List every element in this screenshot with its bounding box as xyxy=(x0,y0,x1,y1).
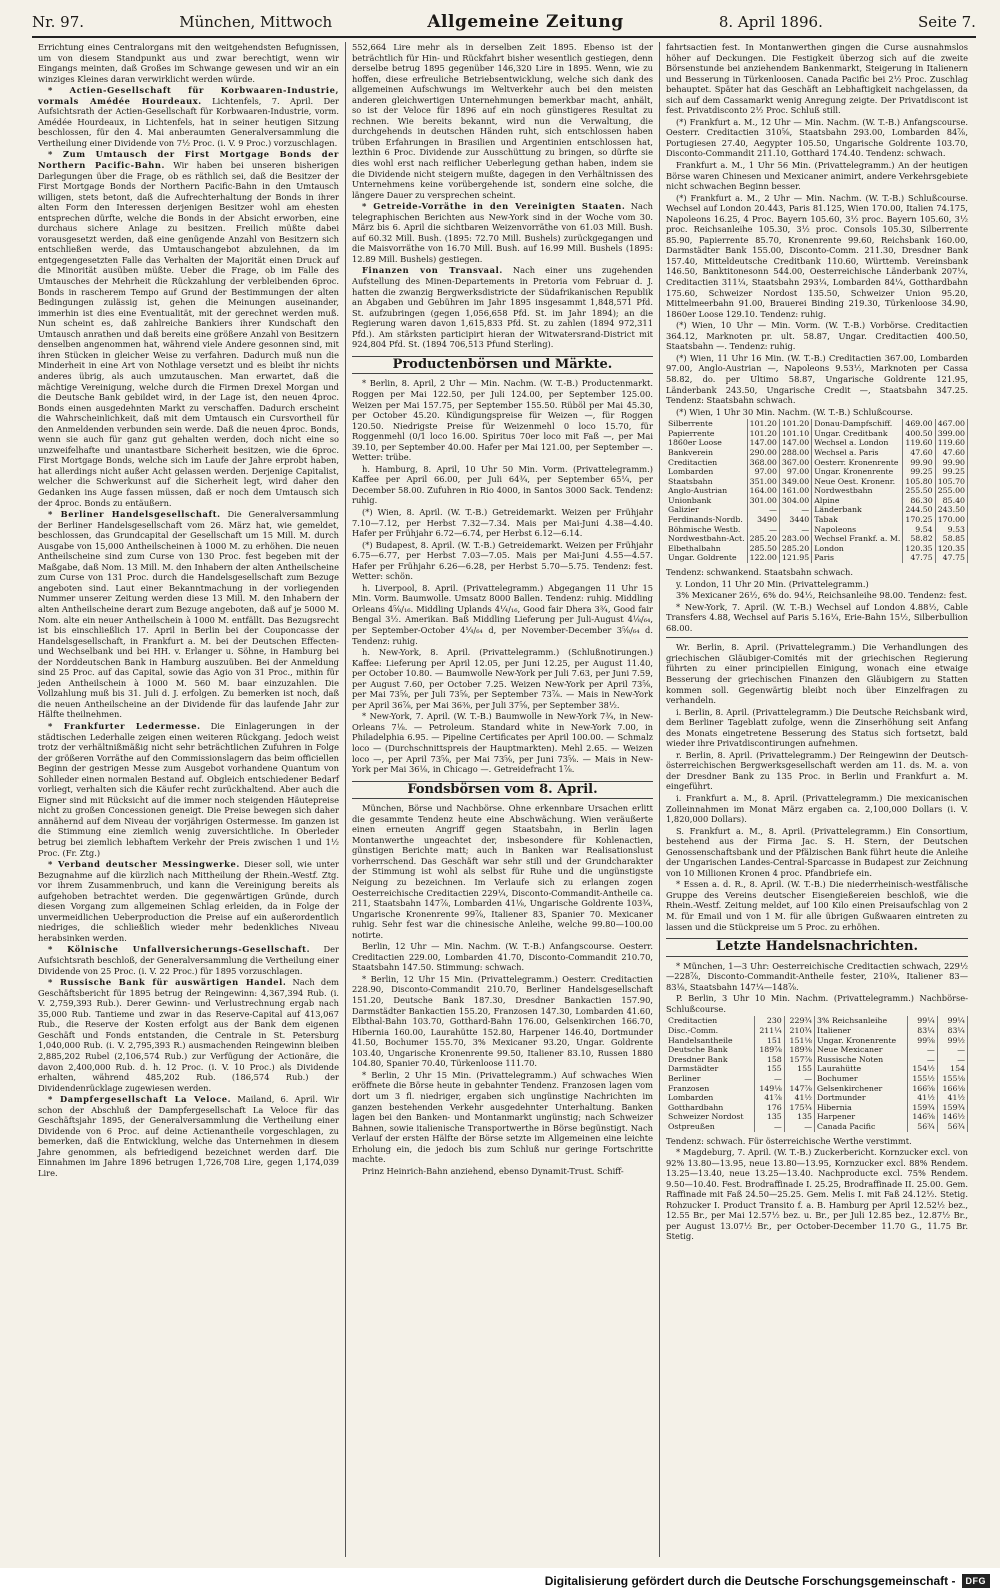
table-row xyxy=(666,1026,968,1036)
article-heading: Finanzen von Transvaal. xyxy=(362,265,503,276)
course-value: 58.85 xyxy=(935,534,967,544)
market-report: h. Liverpool, 8. April. (Privattelegramm.) Abgegangen 11 Uhr 15 Min. Vorm. Baumwolle. Umsatz 8000 Ballen. Tendenz: ruhig. Middling Orleans 4⅝/₁₆. Middling Uplands 4¼/₁₆, Good fair Dhera 3¾, Good fair Bengal 3½. Amerikan. Baß Middling Lieferung per Juli-August 4⅛/₆₄, per September-October 4¼/₆₄ d, per November-December 3⅝/₆₄ d. Tendenz: ruhig. xyxy=(352,582,653,646)
footer-credit: Digitalisierung gefördert durch die Deutsche Forschungsgemeinschaft - xyxy=(544,1573,956,1588)
course-value: 41½ xyxy=(937,1093,967,1103)
course-value: 86.30 xyxy=(903,496,935,506)
table-row xyxy=(666,486,968,496)
course-value: — xyxy=(747,525,779,535)
course-value: 3440 xyxy=(779,515,811,525)
course-value: — xyxy=(779,525,811,535)
security-name: Dortmunder xyxy=(815,1093,908,1103)
course-value: 154 xyxy=(937,1064,967,1074)
article-text: Die Generalversammlung der Berliner Handelsgesellschaft vom 26. März hat, wie gemeldet, beschlossen, das Grundcapital der Gesellschaft um 15 Mill. M. durch Ausgabe von 15,000 Antheilscheinen à 1000 M. zu erhöhen. Die neuen Antheilscheine sind zum Curse von 130 Proc. fest begeben mit der Maßgabe, daß Nom. 13 Mill. M. den Inhabern der alten Antheilscheine zum Curse von 131 Proc. durch die Handelsgesellschaft zum Bezuge angeboten sind. Laut einer Bekanntmachung in der vorliegenden Nummer unserer Zeitung werden diese 13 Mill. M. den Inhabern der alten Antheilscheine derart zum Bezuge angeboten, daß auf je 5000 M. Nom. alte ein neuer Antheilschein à 1000 M. entfällt. Das Bezugsrecht ist bis einschließlich 17. April in Berlin bei der Couponcasse der Handelsgesellschaft, in Frankfurt a. M. bei der Deutschen Effecten- und Wechselbank und bei HH. v. Erlanger u. Söhne, in Hamburg bei der Norddeutschen Bank in Hamburg auszuüben. Bei der Anmeldung sind 25 Proc. auf das Capital, sowie das Agio von 31 Proc., mithin für jeden Antheilschein à 1000 M. 560 M. baar einzuzahlen. Die Vollzahlung muß bis 31. Juli d. J. erfolgen. Zu bemerken ist noch, daß die neuen Antheilscheine an der Dividende für das laufende Jahr zur Hälfte theilnehmen. xyxy=(38,509,339,720)
course-value: 146⅝ xyxy=(907,1112,937,1122)
course-value: — xyxy=(784,1122,814,1132)
article-heading: * Russische Bank für auswärtigen Handel. xyxy=(48,977,287,988)
table-row xyxy=(666,458,968,468)
course-value: — xyxy=(937,1045,967,1055)
course-value: 97.00 xyxy=(779,467,811,477)
berlin-course-table xyxy=(666,1016,968,1131)
security-name: Napoleons xyxy=(812,525,903,535)
market-report: * Berlin, 12 Uhr 15 Min. (Privattelegramm.) Oesterr. Creditactien 228.90, Disconto-Commandit 210.70, Berliner Handelsgesellschaft 151.20, Deutsche Bank 187.30, Dresdner Bankactien 157.90, Darmstädter Bankactien 155.20, Franzosen 147.30, Lombarden 41.60, Elbthal-Bahn 103.70, Gotthard-Bahn 176.00, Gelsenkirchen 166.70, Hibernia 160.00, Laurahütte 152.80, Harpener 146.40, Dortmunder 41.50, Bochumer 155.70, 3% Mexicaner 93.20, Ungar. Goldrente 103.40, Ungarische Kronenrente 99.50, Italiener 83.10, Russen 1880 104.80, Spanier 70.40, Türkenloose 111.70. xyxy=(352,973,653,1069)
security-name: Galizier xyxy=(666,505,747,515)
table-row xyxy=(666,1122,968,1132)
security-name: Ferdinands-Nordb. xyxy=(666,515,747,525)
news-item: * Magdeburg, 7. April. (W. T.-B.) Zuckerbericht. Kornzucker excl. von 92% 13.80—13.95, neue 13.80—13.95, Kornzucker excl. 88% Rendem. 13.25—13.40, neue 13.25—13.40. Nachproducte excl. 75% Rendem. 9.50—10.40. Fest. Brodraffinade I. 25.25, Brodraffinade II. 25.00. Gem. Raffinade mit Faß 24.50—25.25. Gem. Melis I. mit Faß 24.12½. Stetig. Rohzucker I. Product Transito f. a. B. Hamburg per April 12.52½ bez., 12.55 Br., per Mai 12.57½ bez. u. Br., per Juli 12.85 bez., 12.87½ Br., per August 13.07½ Br., per October-December 11.70 G., 11.75 Br. Stetig. xyxy=(666,1147,968,1242)
course-value: 41⅞ xyxy=(754,1093,784,1103)
table-row xyxy=(666,419,968,429)
course-value: 243.50 xyxy=(935,505,967,515)
course-value: 159¾ xyxy=(937,1103,967,1113)
course-value: 189⅜ xyxy=(784,1045,814,1055)
article-heading: * Frankfurter Ledermesse. xyxy=(48,721,201,731)
article-text: Nach telegraphischen Berichten aus New-York sind in der Woche vom 30. März bis 6. April die sichtbaren Weizenvorräthe von 61.03 Mill. Bush. auf 60.32 Mill. Bush. (1895: 72.70 Mill. Bushels) zurückgegangen und die Maisvorräthe von 16.70 Mill. Bush. auf 16.99 Mill. Bushels (1895: 12.89 Mill. Bushels) gestiegen. xyxy=(352,201,653,264)
course-value: — xyxy=(747,505,779,515)
security-name: Laurahütte xyxy=(815,1064,908,1074)
course-value: — xyxy=(754,1122,784,1132)
table-row xyxy=(666,544,968,554)
market-report: * Berlin, 8. April, 2 Uhr — Min. Nachm. (W. T.-B.) Productenmarkt. Roggen per Mai 122.50, per Juli 124.00, per September 125.00. Weizen per Mai 157.75, per September 155.50. Rüböl per Mai 45.30, per October 45.20. Kündigungspreise für Weizen —, für Roggen 120.50. Niedrigste Preise für Weizenmehl 0 loco 15.70, für Roggenmehl (0/1 loco 16.00. Spiritus 70er loco mit Faß —, per Mai 39.10, per September 40.00. Hafer per Mai 121.00, per September —. Wetter: trübe. xyxy=(352,378,653,463)
news-item: P. Berlin, 3 Uhr 10 Min. Nachm. (Privattelegramm.) Nachbörse-Schlußcourse. xyxy=(666,993,968,1014)
course-value: 151⅛ xyxy=(784,1036,814,1046)
table-row xyxy=(666,553,968,563)
course-value: 149⅛ xyxy=(754,1084,784,1094)
market-report: fahrtsactien fest. In Montanwerthen gingen die Curse ausnahmslos höher auf Deckungen. Die Festigkeit überzog sich auf die zweite Börsenstunde bei anziehendem Bankenmarkt, Steigerung in Italienern und Besserung in Türkenloosen. Canada Pacific bei 2½ Proc. Zuschlag behauptet. Später hat das Geschäft an Lebhaftigkeit nachgelassen, da sich auf dem Cassamarkt wenig Anregung zeigte. Der Privatdiscont ist fest. Privatdisconto 2½ Proc. Schluß still. xyxy=(666,42,968,116)
course-value: 56¾ xyxy=(937,1122,967,1132)
security-name: Silberrente xyxy=(666,419,747,429)
masthead: Allgemeine Zeitung xyxy=(427,12,624,32)
course-value: 211¼ xyxy=(754,1026,784,1036)
table-row xyxy=(666,477,968,487)
table-row xyxy=(666,1045,968,1055)
course-value: 101.20 xyxy=(747,429,779,439)
course-value: 99.90 xyxy=(935,458,967,468)
security-name: Creditactien xyxy=(666,458,747,468)
page-number: Seite 7. xyxy=(918,13,976,31)
issue-date: 8. April 1896. xyxy=(718,13,823,31)
market-report: y. London, 11 Uhr 20 Min. (Privattelegramm.) xyxy=(676,578,869,589)
market-report: (*) Wien, 8. April. (W. T.-B.) Getreidemarkt. Weizen per Frühjahr 7.10—7.12, per Herbst 7.32—7.34. Mais per Mai-Juni 4.38—4.40. Hafer per Frühjahr 6.72—6.74, per Herbst 6.12—6.14. xyxy=(352,506,653,539)
vienna-course-table xyxy=(666,419,968,563)
column-1 xyxy=(32,42,346,1557)
security-name: Nordwestbahn xyxy=(812,486,903,496)
course-value: 99.25 xyxy=(935,467,967,477)
table-row xyxy=(666,467,968,477)
course-value: 47.60 xyxy=(903,448,935,458)
news-item: r. Berlin, 8. April. (Privattelegramm.) Der Reingewinn der Deutsch-österreichischen Bergwerksgesellschaft werden am 11. ds. M. a. von der Dresdner Bank zu 135 Proc. in Berlin und Frankfurt a. M. eingeführt. xyxy=(666,749,968,792)
course-value: 304.00 xyxy=(779,496,811,506)
course-value: 119.60 xyxy=(903,438,935,448)
course-value: 161.00 xyxy=(779,486,811,496)
security-name: Disc.-Comm. xyxy=(666,1026,754,1036)
security-name: Dresdner Bank xyxy=(666,1055,754,1065)
security-name: Canada Pacific xyxy=(815,1122,908,1132)
security-name: Lombarden xyxy=(666,1093,754,1103)
market-report: (*) Wien, 11 Uhr 16 Min. (W. T.-B.) Creditactien 367.00, Lombarden 97.00, Anglo-Austrian —, Napoleons 9.53½, Marknoten per Cassa 58.82, do. per Ultimo 58.87, Ungarische Goldrente 121.95, Länderbank 243.50, Ungarische Credit —, Staatsbahn 347.25. Tendenz: Staatsbahn schwach. xyxy=(666,352,968,406)
security-name: Papierrente xyxy=(666,429,747,439)
market-report: h. Hamburg, 8. April, 10 Uhr 50 Min. Vorm. (Privattelegramm.) Kaffee per April 66.00, per Juli 64¾, per September 65¼, per December 58.00. Zufuhren in Rio 4000, in Santos 3000 Sack. Tendenz: ruhig. xyxy=(352,463,653,506)
article-text: Dieser soll, wie unter Bezugnahme auf die kürzlich nach Mittheilung der Rhein.-Westf. Ztg. vor ihrem Zusammenbruch, und kann die Vereinigung bereits als aufgehoben betrachtet werden. Die gegenwärtigen Gründe, durch diesen Vorgang zum allgemeinen Schlag erleiden, da in Folge der unvermeidlichen Ueberproduction die Preise auf ein außerordentlich niedriges, die schließlich wieder mehr bedenkliches Niveau herabsinken werden. xyxy=(38,859,340,943)
security-name: Unionbank xyxy=(666,496,747,506)
course-value: 122.00 xyxy=(747,553,779,563)
security-name: Lombarden xyxy=(666,467,747,477)
article-text: Wir haben bei unseren bisherigen Darlegungen über die Frage, ob es räthlich sei, daß die Besitzer der First Mortgage Bonds der Northern Pacific-Bahn in den Umtausch willigen, stets betont, daß die Aufrechterhaltung der Bonds in ihrer alten Form den Interessen derjenigen Besitzer wohl am ehesten entsprechen dürfte, welche die Bonds in der Absicht erworben, eine durchaus sichere Anlage zu besitzen. Freilich müßte dabei vorausgesetzt werden, daß eine genügende Anzahl von Besitzern sich entschließen werde, das Umtauschangebot abzulehnen, da im entgegengesetzten Falle das Verhalten der Majorität einen Druck auf die Minorität ausüben müßte. Ueber die Frage, ob im Falle des Umtausches der Mehrheit die Rückzahlung der verbleibenden 6proc. Bonds in rascherem Tempo auf Grund der Bestimmungen der alten Bedingungen zulässig ist, gehen die Meinungen auseinander, immerhin ist dies eine Eventualität, mit der gerechnet werden muß. Nun scheint es, daß zahlreiche Bankiers ihrer Kundschaft den Umtausch anrathen und daß bereits eine größere Anzahl von Besitzern denselben angenommen hat, während viele Andere gesonnen sind, mit ihren Stücken in gleicher Weise zu verfahren. Dadurch muß nun die Minderheit in eine Art von Nothlage versetzt und es bleibt ihr nichts anderes übrig, als auch umzutauschen. Man erwartet, daß die mächtige Vereinigung, welche durch die Firmen Drexel Morgan und die Deutsche Bank gebildet wird, in der Lage ist, den neuen 4proc. Bonds einen ausgedehnten Markt zu verschaffen. Dadurch erscheint die Wahrscheinlichkeit, daß mit dem Umtausch ein Cursvortheil für den Anmeldenden verbunden sein werde. Daß die neuen 4proc. Bonds, wenn sie auch für ganz gut gehalten werden, doch nicht eine so unzweifelhafte und unantastbare Sicherheit besitzen, wie die 6proc. First Mortgage Bonds, welche sich im Laufe der Jahre erprobt haben, hat allerdings nicht außer Acht gelassen werden. Derjenige Capitalist, welcher die Schwerkunst auf die Sicherheit legt, wird daher den Gedanken ins Auge fassen müssen, daß er noch dem Umtausch sich der 4proc. Bonds zu entäußern. xyxy=(38,160,339,508)
market-report: (*) Frankfurt a. M., 2 Uhr — Min. Nachm. (W. T.-B.) Schlußcourse. Wechsel auf London 20.443, Paris 81.125, Wien 170.00, Italien 74.175, Napoleons 16.25, 4 Proc. Bayern 105.60, 3½ proc. Bayern 105.60, 3½ proc. Reichsanleihe 105.30, 3½ proc. Consols 105.30, Silberrente 85.90, Papierrente 85.70, Kronenrente 99.60, Reichsbank 160.00, Darmstädter Bank 155.00, Disconto-Comm. 211.30, Dresdner Bank 157.40, Mitteldeutsche Creditbank 110.60, Württemb. Vereinsbank 146.50, Banktitonesonn 544.00, Oesterreichische Länderbank 207¼, Creditactien 311¼, Staatsbahn 293¼, Lombarden 84¼, Gotthardbahn 175.60, Schweizer Nordost 135.50, Schweizer Union 95.20, Mittelmeerbahn 91.00, Brauerei Binding 219.30, Türkenloose 34.90, 1860er Loose 129.10. Tendenz: ruhig. xyxy=(666,192,968,319)
course-value: 210¾ xyxy=(784,1026,814,1036)
security-name: Berliner xyxy=(666,1074,754,1084)
market-report: * Berlin, 2 Uhr 15 Min. (Privattelegramm.) Auf schwaches Wien eröffnete die Börse heute in gebahnter Tendenz. Franzosen lagen vom dort um 3 fl. niedriger, ergaben sich ungünstige Nachrichten im ganzen bestehenden Verkehr ausgedehnter Unterhaltung. Banken lagen bei den Banken- und Montanmarkt ungünstig; nach Schweizer Bahnen, sowie italienische Transportwerthe in Börse begünstigt. Nach Verlauf der ersten Hälfte der Börse setzte im Allgemeinen eine leichte Erholung ein, die jedoch bis zum Schluß nur geringe Fortschritte machte. xyxy=(352,1069,653,1165)
dfg-logo: DFG xyxy=(962,1574,991,1588)
course-value: 288.00 xyxy=(779,448,811,458)
security-name: Russische Noten xyxy=(815,1055,908,1065)
security-name: Ungar. Kronenrente xyxy=(812,467,903,477)
security-name: Franzosen xyxy=(666,1084,754,1094)
news-item: Wr. Berlin, 8. April. (Privattelegramm.) Die Verhandlungen des griechischen Gläubiger-Comités mit der griechischen Regierung führten zu einer principiellen Einigung, wonach eine etwaige Besserung der griechischen Finanzen den Gläubigern zu Statten kommen soll. Gegenwärtig bleibt noch über Einzelfragen zu verhandeln. xyxy=(666,642,968,706)
course-value: — xyxy=(754,1074,784,1084)
article-heading: * Getreide-Vorräthe in den Vereinigten Staaten. xyxy=(362,201,626,212)
table-row xyxy=(666,1036,968,1046)
course-value: 290.00 xyxy=(747,448,779,458)
course-value: 285.20 xyxy=(747,534,779,544)
article-heading: * Kölnische Unfallversicherungs-Gesellschaft. xyxy=(48,944,311,955)
market-report: Prinz Heinrich-Bahn anziehend, ebenso Dynamit-Trust. Schiff- xyxy=(362,1165,624,1176)
course-value: 101.20 xyxy=(779,419,811,429)
course-value: 58.82 xyxy=(903,534,935,544)
course-value: 120.35 xyxy=(935,544,967,554)
course-value: 105.80 xyxy=(903,477,935,487)
table-row xyxy=(666,1084,968,1094)
course-value: 166⅛ xyxy=(937,1084,967,1094)
news-item: * München, 1—3 Uhr: Oesterreichische Creditactien schwach, 229½—228⅞, Disconto-Commandit-Antheile fester, 210¾, Italiener 83—83⅛, Staatsbahn 147¼—148⅞. xyxy=(666,960,968,992)
course-value: 9.54 xyxy=(903,525,935,535)
course-value: 285.20 xyxy=(779,544,811,554)
course-value: 159¾ xyxy=(907,1103,937,1113)
market-report: Frankfurt a. M., 1 Uhr 56 Min. (Privattelegramm.) An der heutigen Börse waren Chinesen und Mexicaner animirt, andere Verkehrsgebiete nicht schwachen Beginn besser. xyxy=(666,160,968,192)
news-item: i. Berlin, 8. April. (Privattelegramm.) Die Deutsche Reichsbank wird, dem Berliner Tageblatt zufolge, wenn die Zinserhöhung seit Anfang des Monats eingetretene Besserung des Status sich fortsetzt, bald wieder ihre Privatdiscontirungen aufnehmen. xyxy=(666,706,968,749)
course-value: 301.00 xyxy=(747,496,779,506)
course-value: 367.00 xyxy=(779,458,811,468)
security-name: Wechsel a. London xyxy=(812,438,903,448)
article-text: 552,664 Lire mehr als in derselben Zeit 1895. Ebenso ist der beträchtlich für Hin- und Rückfahrt bisher wesentlich gestiegen, denn derselbe betrug 1895 gegenüber 146,320 Lire in 1895. Wenn, wie zu hoffen, diese erfreuliche Betriebsentwicklung, welche sich dank des allgemeinen Aufschwungs im Weltverkehr auch bei den meisten anderen gleichwertigen Unternehmungen bemerkbar macht, anhält, so ist der Veloce für 1896 auf ein noch günstigeres Resultat zu rechnen. Wie bereits bekannt, wird nun die Verwaltung, die durchgehends in deutschen Händen ruht, sich entschlossen haben trüben Erfahrungen in Brasilien und Argentinien entschlossen hat, lezthin 6 Proc. Dividende zur Ausschüttung zu bringen, so dürfte sie dies wohl erst nach reiflicher Ueberlegung gethan haben, indem sie die Dividende nicht steigern mußte, dagegen in den Verhältnissen des Unternehmens keine vorübergehende ist, sondern eine solche, die längere Dauer zu versprechen scheint. xyxy=(352,42,653,200)
security-name: Gotthardbahn xyxy=(666,1103,754,1113)
course-value: 230 xyxy=(754,1016,784,1026)
course-value: — xyxy=(937,1055,967,1065)
course-value: — xyxy=(779,505,811,515)
course-value: 119.60 xyxy=(935,438,967,448)
course-value: — xyxy=(907,1055,937,1065)
table-row xyxy=(666,534,968,544)
security-name: Italiener xyxy=(815,1026,908,1036)
course-value: 105.70 xyxy=(935,477,967,487)
course-value: 176 xyxy=(754,1103,784,1113)
course-value: 164.00 xyxy=(747,486,779,496)
course-value: 147⅞ xyxy=(784,1084,814,1094)
article-text: Die Einlagerungen in der städtischen Lederhalle zeigen einen weiteren Rückgang. Jedoch weist trotz der verhältnißmäßig nicht sehr beträchtlichen Zufuhren in Folge der größeren Vorräthe auf den Commissionslagern das beim officiellen Beginn der gestrigen Messe zum Ausgebot vorhandene Quantum von Sohlleder einen normalen Bestand auf. Obgleich entschiedener Bedarf vorliegt, verhalten sich die Käufer recht zurückhaltend. Aber auch die Eigner sind mit Rücksicht auf die immer noch steigenden Häutepreise nicht zu großen Concessionen geneigt. Die Preise bewegen sich daher annähernd auf dem Niveau der vorjährigen Ostermesse. Im ganzen ist die Stimmung eine ziemlich wenig zuversichtliche. In Oberleder betrug bei ziemlich lebhaftem Verkehr der Preis zwischen 1 und 1½ Proc. (Fr. Ztg.) xyxy=(38,721,339,858)
table-row xyxy=(666,1093,968,1103)
course-value: 101.20 xyxy=(747,419,779,429)
security-name: Ungar. Kronenrente xyxy=(815,1036,908,1046)
place-day: München, Mittwoch xyxy=(179,13,333,31)
course-value: 244.50 xyxy=(903,505,935,515)
column-3 xyxy=(660,42,974,1557)
article-text: Nach dem Geschäftsbericht für 1895 betrug der Reingewinn: 4,367,394 Rub. (i. V. 2,759,393 Rub.). Derer Gewinn- und Verlustrechnung ergab nach 35,000 Rub. Tantieme und zwar in das Reserve-Capital auf 413,067 Rub., die Reserve der Kosten erfolgt aus der Bank dem eigenen Geschäft und Fonds entstanden, die Centrale in St. Petersburg 1,040,000 Rub. (i. V. 2,795,393 R.) ausmachenden Reingewinn bleiben 2,885,202 Rubel (2,106,574 Rub.) zur Verfügung der Actionäre, die davon 2,400,000 Rub. d. h. 12 Proc. (i. V. 10 Proc.) als Dividende erhalten, während 485,202 Rub. (186,574 Rub.) der Dividendenrücklage zugewiesen werden. xyxy=(38,977,339,1093)
security-name: Oesterr. Kronenrente xyxy=(812,458,903,468)
course-value: — xyxy=(907,1045,937,1055)
course-value: 283.00 xyxy=(779,534,811,544)
news-item: S. Frankfurt a. M., 8. April. (Privattelegramm.) Ein Consortium, bestehend aus der Firma Jac. S. H. Stern, der Deutschen Genossenschaftsbank und der Pfälzischen Bank führt heute die Anleihe der Ungarischen Landes-Central-Sparcasse in Budapest zur Zeichnung von 10 Millionen Kronen 4 proc. Pfandbriefe ein. xyxy=(666,825,968,878)
article-text: Der Aufsichtsrath beschloß, der Generalversammlung die Vertheilung einer Dividende von 25 Proc. (i. V. 22 Proc.) für 1895 vorzuschlagen. xyxy=(38,944,339,976)
market-report: h. New-York, 8. April. (Privattelegramm.) (Schlußnotirungen.) Kaffee: Lieferung per April 12.05, per Juni 12.25, per August 11.40, per October 10.80. — Baumwolle New-York per Juli 7.63, per Juni 7.59, per August 7.60, per October 7.25. Weizen New-York per April 73⅝, per Mai 73⅝, per Juli 73⅝, per September 73⅞. — Mais in New-York per April 36⅞, per Mai 36⅜, per Juli 37⅝, per September 38½. xyxy=(352,647,653,710)
course-value: 99¼ xyxy=(907,1016,937,1026)
market-report: * New-York, 7. April. (W. T.-B.) Wechsel auf London 4.88½, Cable Transfers 4.88, Wechsel auf Paris 5.16¼, Erie-Bahn 15½, Silberbullion 68.00. xyxy=(666,601,968,633)
course-value: 166⅝ xyxy=(907,1084,937,1094)
course-value: 99½ xyxy=(937,1036,967,1046)
news-item: * Essen a. d. R., 8. April. (W. T.-B.) Die niederrheinisch-westfälische Gruppe des Vereins deutscher Eisengießereien beschloß, wie die Rhein.-Westf. Zeitung meldet, auf 100 Kilo einen Preisaufschlag von 2 M. für Email und von 1 M. für alle übrigen Gußwaaren eintreten zu lassen und die Stückpreise um 5 Proc. zu erhöhen. xyxy=(666,879,968,932)
table-row xyxy=(666,1103,968,1113)
course-value: 97.00 xyxy=(747,467,779,477)
security-name: Böhmische Westb. xyxy=(666,525,747,535)
market-report: (*) Frankfurt a. M., 12 Uhr — Min. Nachm. (W. T.-B.) Anfangscourse. Oesterr. Creditactien 310⅝, Staatsbahn 293.00, Lombarden 84⅞, Portugiesen 27.40, Aegypter 105.50, Ungarische Goldrente 103.70, Disconto-Commandit 211.10, Gotthard 174.40. Tendenz: schwach. xyxy=(666,116,968,159)
course-value: 155 xyxy=(784,1064,814,1074)
course-value: 147.00 xyxy=(747,438,779,448)
course-value: 121.95 xyxy=(779,553,811,563)
security-name: Paris xyxy=(812,553,903,563)
course-value: 146½ xyxy=(937,1112,967,1122)
course-value: 285.50 xyxy=(747,544,779,554)
course-value: 99⅝ xyxy=(907,1036,937,1046)
course-value: 155 xyxy=(754,1064,784,1074)
security-name: Elbethalbahn xyxy=(666,544,747,554)
market-report: (*) Wien, 10 Uhr — Min. Vorm. (W. T.-B.) Vorbörse. Creditactien 364.12, Marknoten pr. ult. 58.87, Ungar. Creditactien 400.50, Staatsbahn —. Tendenz: ruhig. xyxy=(666,320,968,352)
course-value: 255.50 xyxy=(903,486,935,496)
course-value: 400.50 xyxy=(903,429,935,439)
article-heading: * Zum Umtausch der First Mortgage Bonds der Northern Pacific-Bahn. xyxy=(38,149,339,171)
article-heading: * Berliner Handelsgesellschaft. xyxy=(48,509,221,520)
course-value: 368.00 xyxy=(747,458,779,468)
security-name: Wechsel a. Paris xyxy=(812,448,903,458)
market-report: München, Börse und Nachbörse. Ohne erkennbare Ursachen erlitt die gesammte Tendenz heute eine Abschwächung. Wien veräußerte einen erneuten Angriff gegen Staatsbahn, in Berlin lagen Montanwerthe ungeachtet der, insbesondere für Kohlenactien, günstigen Berichte matt; auch in Banken war Realisationslust vorherrschend. Das Geschäft war sehr still und der Grundcharakter der Stimmung ist wohl als selbst für Ruhe und die ungünstigste Neigung zu bezeichnen. Im Verlaufe sich zu erlangen zogen Oesterreichische Creditactien 229¼, Disconto-Commandit-Antheile ca. 211, Staatsbahn 147⅞, Lombarden 41⅛, Ungarische Goldrente 103¾, Ungarische Kronenrente 99⅞, Italiener 83, Spanier 70. Mexicaner ruhig. Sehr fest war die chinesische Anleihe, welche 99.80—100.00 notirte. xyxy=(352,803,653,940)
table-row xyxy=(666,525,968,535)
table-row xyxy=(666,1016,968,1026)
security-name: 3% Reichsanleihe xyxy=(815,1016,908,1026)
security-name: London xyxy=(812,544,903,554)
article-text: Errichtung eines Centralorgans mit den weitgehendsten Befugnissen, um von diesem Standpunkt aus und zwar berechtigt, wenn wir Eingangs meinten, daß Großes im Schwange gewesen und wir an ein winziges Kleines daran verwirklicht werden würde. xyxy=(38,42,339,84)
course-value: 229¾ xyxy=(784,1016,814,1026)
course-value: 151 xyxy=(754,1036,784,1046)
section-heading: Productenbörsen und Märkte. xyxy=(352,356,653,375)
course-value: 351.00 xyxy=(747,477,779,487)
article-heading: * Verband deutscher Messingwerke. xyxy=(48,859,240,870)
table-row xyxy=(666,438,968,448)
security-name: Ungar. Creditbank xyxy=(812,429,903,439)
market-report: Tendenz: schwankend. Staatsbahn schwach. xyxy=(666,567,854,578)
security-name: Harpener xyxy=(815,1112,908,1122)
security-name: Staatsbahn xyxy=(666,477,747,487)
course-value: 47.60 xyxy=(935,448,967,458)
security-name: Anglo-Austrian xyxy=(666,486,747,496)
course-value: 47.75 xyxy=(935,553,967,563)
article-text: Mailand, 6. April. Wir schon der Abschluß der Dampfergesellschaft La Veloce für das Geschäftsjahr 1895, der Generalversammlung die Vertheilung einer Dividende von 6 Proc. auf deine Actienantheile vorgeschlagen, zu bemerken, daß die Entwicklung, welche das Unternehmen in diesem Jahre genommen, als befriedigend bezeichnet werden darf. Die Einnahmen im Jahre 1896 betrugen 1,726,708 Lire, gegen 1,174,039 Lire. xyxy=(38,1094,340,1178)
course-value: 469.00 xyxy=(903,419,935,429)
table-row xyxy=(666,1055,968,1065)
security-name: Bankverein xyxy=(666,448,747,458)
course-value: 255.00 xyxy=(935,486,967,496)
table-row xyxy=(666,1074,968,1084)
security-name: Gelsenkirchener xyxy=(815,1084,908,1094)
course-value: 83¼ xyxy=(907,1026,937,1036)
security-name: Wechsel Frankf. a. M. xyxy=(812,534,903,544)
course-value: 135 xyxy=(784,1112,814,1122)
table-row xyxy=(666,1112,968,1122)
security-name: Ungar. Goldrente xyxy=(666,553,747,563)
course-value: 41½ xyxy=(784,1093,814,1103)
security-name: Hibernia xyxy=(815,1103,908,1113)
divider xyxy=(666,637,968,638)
article-text: Lichtenfels, 7. April. Der Aufsichtsrath der Actien-Gesellschaft für Korbwaaren-Industrie, vorm. Amédée Hourdeaux, in Lichtenfels, hat in seiner heutigen Sitzung beschlossen, für den 4. Mai anberaumten Generalversammlung die Vertheilung einer Dividende von 7½ Proc. (i. V. 9 Proc.) vorzuschlagen. xyxy=(38,95,340,148)
course-value: 47.75 xyxy=(903,553,935,563)
security-name: Deutsche Bank xyxy=(666,1045,754,1055)
security-name: 1860er Loose xyxy=(666,438,747,448)
section-heading: Fondsbörsen vom 8. April. xyxy=(352,781,653,800)
course-value: 399.00 xyxy=(935,429,967,439)
course-value: 175¾ xyxy=(784,1103,814,1113)
security-name: Nordwestbahn-Act. xyxy=(666,534,747,544)
security-name: Bochumer xyxy=(815,1074,908,1084)
page-header xyxy=(32,8,976,38)
security-name: Schweizer Nordost xyxy=(666,1112,754,1122)
security-name: Neue Mexicaner xyxy=(815,1045,908,1055)
course-value: 56¾ xyxy=(907,1122,937,1132)
course-value: 170.00 xyxy=(935,515,967,525)
article-heading: * Actien-Gesellschaft für Korbwaaren-Industrie, vormals Amédée Hourdeaux. xyxy=(38,85,339,106)
news-item: i. Frankfurt a. M., 8. April. (Privattelegramm.) Die mexicanischen Zolleinnahmen im Monat März ergaben ca. 2,100,000 Dollars (i. V. 1,820,000 Dollars). xyxy=(666,792,968,825)
newspaper-columns xyxy=(32,42,976,1557)
course-value: 9.53 xyxy=(935,525,967,535)
table-row xyxy=(666,429,968,439)
security-name: Länderbank xyxy=(812,505,903,515)
security-name: Alpine xyxy=(812,496,903,506)
market-report: Berlin, 12 Uhr — Min. Nachm. (W. T.-B.) Anfangscourse. Oesterr. Creditactien 229.00, Lombarden 41.70, Disconto-Commandit 210.70, Staatsbahn 147.50. Stimmung: schwach. xyxy=(352,941,653,973)
course-value: 158 xyxy=(754,1055,784,1065)
course-value: 99.25 xyxy=(903,467,935,477)
news-item: Tendenz: schwach. Für österreichische Werthe verstimmt. xyxy=(666,1135,912,1146)
course-value: 101.10 xyxy=(779,429,811,439)
course-value: 170.25 xyxy=(903,515,935,525)
table-row xyxy=(666,496,968,506)
article-text: Nach einer uns zugehenden Aufstellung des Minen-Departements in Pretoria vom Februar d. J. hatten die zwanzig Bergwerksdistricte der Südafrikanischen Republik an Abgaben und Gebühren im Jahr 1895 insgesammt 1,848,571 Pfd. St. aufzubringen (gegen 1,056,658 Pfd. St. im Jahr 1894); an die Regierung waren davon 1,615,833 Pfd. St. zu zahlen (1894 972,311 Pfd.). Am stärksten participirt hieran der Witwatersrand-District mit 924,804 Pfd. St. (1894 706,513 Pfund Sterling). xyxy=(352,265,653,350)
table-row xyxy=(666,505,968,515)
table-row xyxy=(666,448,968,458)
course-value: 154½ xyxy=(907,1064,937,1074)
security-name: Handelsantheile xyxy=(666,1036,754,1046)
column-2 xyxy=(346,42,660,1557)
market-report: (*) Wien, 1 Uhr 30 Min. Nachm. (W. T.-B.) Schlußcourse. xyxy=(676,406,913,417)
course-value: 120.35 xyxy=(903,544,935,554)
course-value: 349.00 xyxy=(779,477,811,487)
table-row xyxy=(666,1064,968,1074)
course-value: 135 xyxy=(754,1112,784,1122)
course-value: 83¼ xyxy=(937,1026,967,1036)
table-row xyxy=(666,515,968,525)
course-value: 467.00 xyxy=(935,419,967,429)
security-name: Ostpreußen xyxy=(666,1122,754,1132)
issue-number: Nr. 97. xyxy=(32,13,85,31)
course-value: 147.00 xyxy=(779,438,811,448)
course-value: 157⅞ xyxy=(784,1055,814,1065)
security-name: Donau-Dampfschiff. xyxy=(812,419,903,429)
course-value: 99¼ xyxy=(937,1016,967,1026)
market-report: (*) Budapest, 8. April. (W. T.-B.) Getreidemarkt. Weizen per Frühjahr 6.75—6.77, per Herbst 7.03—7.05. Mais per Mai-Juni 4.55—4.57. Hafer per Frühjahr 6.26—6.28, per Herbst 5.70—5.75. Tendenz: fest. Wetter: schön. xyxy=(352,539,653,582)
market-report: * New-York, 7. April. (W. T.-B.) Baumwolle in New-York 7¾, in New-Orleans 7⅛. — Petroleum. Standard white in New-York 7.00, in Philadelphia 6.95. — Pipeline Certificates per April 100.00. — Schmalz loco — (Durchschnittspreis der Hauptmarkten). Mehl 2.65. — Weizen loco —, per April 73⅝, per Mai 73⅝, per Juni 73⅝. — Mais in New-York per Mai 36⅛, in Chicago —. Getreidefracht 1⅞. xyxy=(352,711,653,775)
course-value: 155⅛ xyxy=(937,1074,967,1084)
course-value: — xyxy=(784,1074,814,1084)
course-value: 85.40 xyxy=(935,496,967,506)
course-value: 99.90 xyxy=(903,458,935,468)
market-report: 3% Mexicaner 26½, 6% do. 94½, Reichsanleihe 98.00. Tendenz: fest. xyxy=(676,590,968,601)
course-value: 41½ xyxy=(907,1093,937,1103)
security-name: Neue Oest. Kronenr. xyxy=(812,477,903,487)
security-name: Tabak xyxy=(812,515,903,525)
course-value: 189⅞ xyxy=(754,1045,784,1055)
article-heading: * Dampfergesellschaft La Veloce. xyxy=(48,1094,232,1105)
security-name: Darmstädter xyxy=(666,1064,754,1074)
security-name: Creditactien xyxy=(666,1016,754,1026)
course-value: 155½ xyxy=(907,1074,937,1084)
course-value: 3490 xyxy=(747,515,779,525)
section-heading: Letzte Handelsnachrichten. xyxy=(666,938,968,957)
digitization-footer xyxy=(0,1568,1000,1593)
